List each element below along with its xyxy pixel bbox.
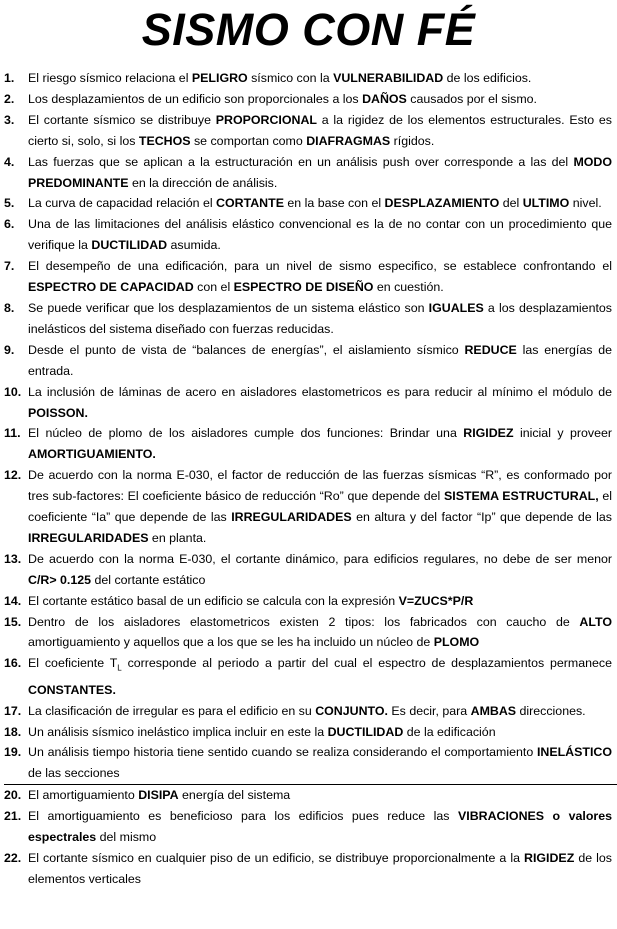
text-run: del	[499, 196, 523, 211]
text-run: en altura y del factor “Ip” que depende de las	[351, 510, 612, 525]
keyword: V=ZUCS*P/R	[398, 593, 474, 608]
item-text	[28, 68, 617, 89]
text-run: con el	[193, 280, 234, 295]
text-run: El coeficiente T	[28, 656, 118, 671]
text-run: del cortante estático	[91, 572, 206, 587]
item-number: 15.	[4, 614, 22, 629]
keyword: RIGIDEZ	[524, 851, 575, 865]
item-number: 9.	[4, 342, 15, 357]
keyword: CONJUNTO.	[315, 703, 388, 718]
text-run: energía del sistema	[178, 788, 291, 803]
numbered-list	[0, 68, 617, 890]
text-run: las energías de entrada.	[28, 342, 612, 378]
item-number: 13.	[4, 551, 22, 566]
list-item	[4, 193, 617, 214]
text-run: de la edificación	[403, 724, 496, 739]
text-run: El amortiguamiento es beneficioso para los edificios pues reduce las	[28, 809, 458, 824]
list-item	[4, 298, 617, 340]
item-text	[28, 465, 617, 549]
text-run: se comportan como	[190, 133, 307, 148]
keyword: PLOMO	[433, 635, 480, 650]
text-run: El amortiguamiento	[28, 788, 139, 803]
text-run: del mismo	[96, 830, 157, 845]
document-title: SISMO CON FÉ	[141, 4, 476, 55]
list-item	[4, 465, 617, 549]
list-item	[4, 152, 617, 194]
text-run: inicial y proveer	[513, 426, 612, 441]
list-item	[4, 382, 617, 424]
text-run: de las secciones	[28, 766, 120, 781]
item-text	[28, 785, 617, 806]
keyword: PROPORCIONAL	[215, 112, 317, 127]
keyword: POISSON.	[28, 405, 88, 420]
keyword: CORTANTE	[216, 196, 284, 211]
keyword: DUCTILIDAD	[327, 724, 404, 739]
text-run: El núcleo de plomo de los aisladores cumple dos funciones: Brindar una	[28, 426, 464, 441]
item-number: 17.	[4, 703, 22, 718]
text-run: direcciones.	[516, 703, 586, 718]
text-run: a la rigidez de los elementos estructurales. Esto es cierto si, solo, si los	[28, 112, 612, 148]
text-run: de los elementos verticales	[28, 851, 612, 886]
keyword: AMORTIGUAMIENTO.	[28, 447, 156, 462]
keyword: PELIGRO	[191, 71, 248, 85]
text-run: Dentro de los aisladores elastometricos existen 2 tipos: los fabricados con caucho de	[28, 614, 580, 629]
item-number: 21.	[4, 809, 22, 824]
text-run: en la base con el	[283, 196, 385, 211]
item-text	[28, 110, 617, 152]
list-item	[4, 89, 617, 110]
keyword: IRREGULARIDADES	[28, 530, 149, 545]
text-run: Un análisis tiempo historia tiene sentido cuando se realiza considerando el comportamiento	[28, 745, 537, 760]
keyword: CONSTANTES.	[28, 682, 116, 697]
text-run: nivel.	[569, 196, 602, 211]
keyword: DESPLAZAMIENTO	[384, 196, 500, 211]
item-number: 22.	[4, 851, 22, 865]
list-item	[4, 214, 617, 256]
keyword: TECHOS	[138, 133, 191, 148]
text-run: De acuerdo con la norma E-030, el cortante dinámico, para edificios regulares, no debe de ser menor	[28, 551, 612, 566]
list-item	[4, 653, 617, 700]
list-item	[4, 110, 617, 152]
text-run: El desempeño de una edificación, para un nivel de sismo especifico, se establece confrontando el	[28, 259, 612, 274]
item-number: 7.	[4, 259, 15, 274]
text-run: Un análisis sísmico inelástico implica incluir en este la	[28, 724, 328, 739]
text-run: asumida.	[167, 238, 221, 253]
text-run: Se puede verificar que los desplazamientos de un sistema elástico son	[28, 300, 429, 315]
keyword: DISIPA	[138, 788, 179, 803]
keyword: INELÁSTICO	[536, 745, 612, 760]
text-run: amortiguamiento y aquellos que a los que se les ha incluido un núcleo de	[28, 635, 434, 650]
text-run: el coeficiente “Ia” que depende de las	[28, 489, 612, 525]
keyword: ESPECTRO DE CAPACIDAD	[28, 280, 194, 295]
item-text	[28, 549, 617, 591]
text-run: en la dirección de análisis.	[128, 175, 278, 190]
text-run: Desde el punto de vista de “balances de energías”, el aislamiento sísmico	[28, 342, 465, 357]
keyword: ALTO	[579, 614, 612, 629]
item-number: 11.	[4, 426, 21, 441]
text-run: Las fuerzas que se aplican a la estructuración en un análisis push over corresponde a las del	[28, 154, 574, 169]
list-item	[4, 742, 617, 784]
item-text	[28, 382, 617, 424]
text-run: sísmico con la	[247, 71, 334, 85]
text-run: Los desplazamientos de un edificio son proporcionales a los	[28, 91, 363, 106]
item-number: 18.	[4, 724, 22, 739]
keyword: RIGIDEZ	[463, 426, 514, 441]
item-number: 1.	[4, 71, 15, 85]
keyword: ESPECTRO DE DISEÑO	[233, 280, 374, 295]
item-number: 8.	[4, 300, 15, 315]
list-item	[4, 806, 617, 848]
list-item	[4, 256, 617, 298]
item-text	[28, 256, 617, 298]
item-text	[28, 848, 617, 890]
item-text	[28, 612, 617, 654]
text-run: Es decir, para	[387, 703, 471, 718]
keyword: MODO PREDOMINANTE	[28, 154, 612, 190]
item-number: 19.	[4, 745, 22, 760]
text-run: en cuestión.	[373, 280, 444, 295]
keyword: C/R> 0.125	[28, 572, 92, 587]
item-text	[28, 193, 617, 214]
list-item	[4, 591, 617, 612]
keyword: DIAFRAGMAS	[306, 133, 391, 148]
item-number: 6.	[4, 217, 15, 232]
item-number: 10.	[4, 384, 22, 399]
item-text	[28, 806, 617, 848]
text-run: De acuerdo con la norma E-030, el factor de reducción de las fuerzas sísmicas “R”, es conformado por tres sub-factores: El coeficiente básico de reducción “Ro” que depende del	[28, 468, 612, 504]
text-run: La clasificación de irregular es para el edificio en su	[28, 703, 316, 718]
keyword: REDUCE	[464, 342, 517, 357]
item-text	[28, 340, 617, 382]
keyword: VULNERABILIDAD	[333, 71, 444, 85]
keyword: IRREGULARIDADES	[231, 510, 352, 525]
item-text	[28, 298, 617, 340]
list-item	[4, 722, 617, 743]
text-run: causados por el sismo.	[406, 91, 537, 106]
item-number: 3.	[4, 112, 15, 127]
text-run: corresponde al periodo a partir del cual el espectro de desplazamientos permanece	[121, 656, 612, 671]
list-item	[4, 68, 617, 89]
list-item	[4, 423, 617, 465]
item-number: 14.	[4, 593, 22, 608]
text-run: El cortante sísmico en cualquier piso de un edificio, se distribuye proporcionalmente a la	[28, 851, 525, 865]
text-run: El cortante sísmico se distribuye	[28, 112, 216, 127]
item-text	[28, 214, 617, 256]
text-run: a los desplazamientos inelásticos del sistema diseñado con fuerzas reducidas.	[28, 300, 612, 336]
text-run: La inclusión de láminas de acero en aisladores elastometricos es para reducir al mínimo el módulo de	[28, 384, 612, 399]
keyword: ULTIMO	[522, 196, 570, 211]
text-run: en planta.	[148, 530, 207, 545]
list-item	[4, 612, 617, 654]
item-text	[28, 742, 617, 784]
item-number: 20.	[4, 788, 22, 803]
item-number: 2.	[4, 91, 15, 106]
text-run: El riesgo sísmico relaciona el	[28, 71, 192, 85]
keyword: VIBRACIONES o valores espectrales	[28, 809, 612, 845]
list-item	[4, 549, 617, 591]
keyword: SISTEMA ESTRUCTURAL,	[443, 489, 599, 504]
text-run: Una de las limitaciones del análisis elástico convencional es la de no contar con un procedimiento que verifique la	[28, 217, 612, 253]
text-run: La curva de capacidad relación el	[28, 196, 217, 211]
keyword: DUCTILIDAD	[91, 238, 168, 253]
text-run: de los edificios.	[443, 71, 532, 85]
item-number: 4.	[4, 154, 15, 169]
text-run: El cortante estático basal de un edificio se calcula con la expresión	[28, 593, 399, 608]
list-item	[4, 701, 617, 722]
list-item	[4, 785, 617, 806]
item-text	[28, 152, 617, 194]
item-text	[28, 701, 617, 722]
text-run: rígidos.	[390, 133, 435, 148]
item-number: 12.	[4, 468, 22, 483]
item-text	[28, 89, 617, 110]
keyword: AMBAS	[470, 703, 517, 718]
item-text: El coeficiente $T_L$ corresponde al periodo a partir del cual el espectro de desplazamientos permanece CONSTANTES.	[28, 656, 612, 697]
keyword: DAÑOS	[362, 91, 407, 106]
keyword: IGUALES	[428, 300, 484, 315]
item-text	[28, 722, 617, 743]
item-number: 5.	[4, 196, 15, 211]
item-text	[28, 591, 617, 612]
item-number: 16.	[4, 656, 22, 671]
list-item	[4, 340, 617, 382]
item-text	[28, 423, 617, 465]
list-item	[4, 848, 617, 890]
